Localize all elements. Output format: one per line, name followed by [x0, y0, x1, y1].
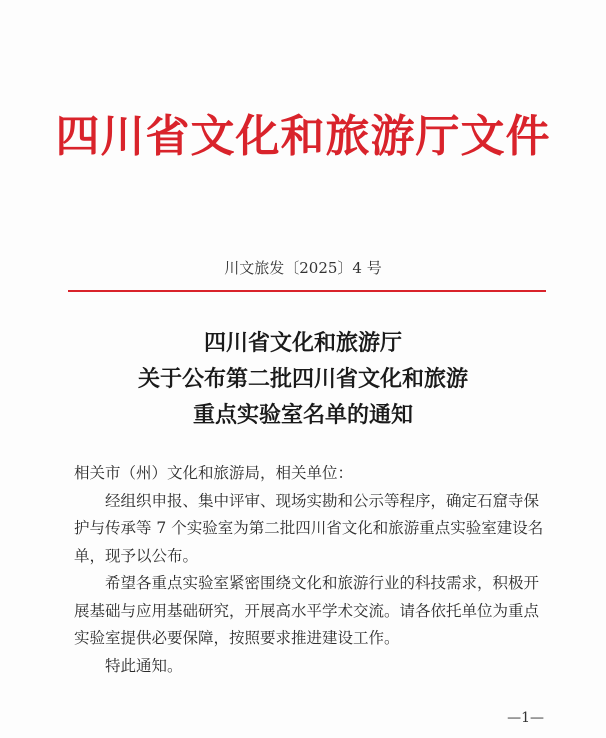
title-line-1: 四川省文化和旅游厅: [203, 330, 402, 356]
closing-line: 特此通知。: [105, 656, 183, 675]
title-line-2: 关于公布第二批四川省文化和旅游: [137, 366, 468, 392]
page-number: —1—: [507, 710, 544, 726]
notice-body: [74, 460, 552, 680]
red-divider-line: [68, 290, 546, 292]
organization-header: 四川省文化和旅游厅文件: [55, 111, 551, 162]
paragraph-1: 经组织申报、集中评审、现场实勘和公示等程序，确定石窟寺保护与传承等 7 个实验室为第二批四川省文化和旅游重点实验室建设名单，现予以公布。: [74, 491, 544, 565]
notice-title: [0, 325, 606, 433]
title-line-3: 重点实验室名单的通知: [192, 402, 413, 428]
paragraph-2: 希望各重点实验室紧密围绕文化和旅游行业的科技需求，积极开展基础与应用基础研究，开展高水平学术交流。请各依托单位为重点实验室提供必要保障，按照要求推进建设工作。: [74, 574, 540, 647]
document-number: 川文旅发〔2025〕4 号: [224, 259, 382, 277]
salutation: 相关市（州）文化和旅游局，相关单位：: [74, 464, 354, 482]
